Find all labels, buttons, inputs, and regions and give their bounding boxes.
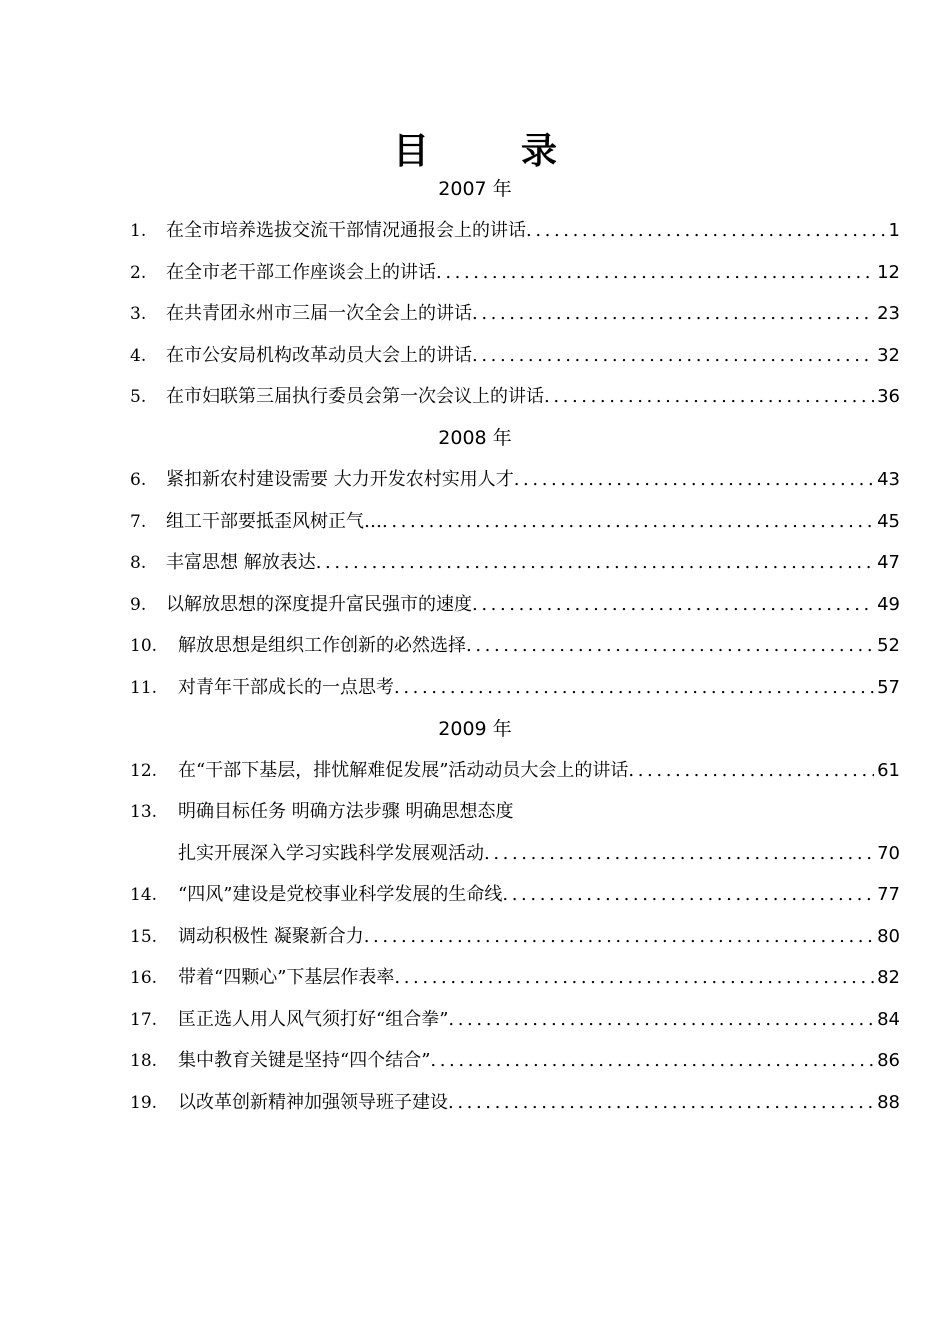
entry-number: 11. [130, 678, 158, 698]
entry-page-number: 36 [877, 386, 900, 407]
toc-entry[interactable] [130, 673, 900, 703]
toc-entry[interactable] [130, 507, 900, 537]
dot-leader [472, 590, 874, 620]
dot-leader [544, 382, 874, 412]
entry-number: 6. [130, 470, 147, 490]
entry-title: 在市妇联第三届执行委员会第一次会议上的讲话 [166, 386, 544, 407]
toc-entry[interactable] [130, 1046, 900, 1076]
entry-page-number: 47 [877, 552, 900, 573]
entry-number: 2. [130, 263, 147, 283]
entry-title: 调动积极性 凝聚新合力 [178, 926, 364, 947]
dot-leader [466, 631, 874, 661]
toc-entry[interactable] [130, 1088, 900, 1118]
toc-entry[interactable] [130, 258, 900, 288]
section-heading-2009: 2009 年 [438, 718, 512, 740]
entry-page-number: 80 [877, 926, 900, 947]
entry-title: 对青年干部成长的一点思考 [178, 677, 394, 698]
dot-leader [502, 880, 874, 910]
dot-leader [316, 548, 874, 578]
toc-entry-first-line[interactable] [130, 797, 900, 827]
toc-entry[interactable] [130, 880, 900, 910]
dot-leader [448, 1088, 874, 1118]
entry-number: 4. [130, 346, 147, 366]
entry-page-number: 52 [877, 635, 900, 656]
dot-leader [526, 216, 886, 246]
entry-title: 以解放思想的深度提升富民强市的速度 [166, 594, 472, 615]
entry-page-number: 32 [877, 345, 900, 366]
entry-page-number: 86 [877, 1050, 900, 1071]
entry-page-number: 82 [877, 967, 900, 988]
toc-entry-continuation[interactable] [178, 839, 900, 869]
dot-leader [448, 1005, 874, 1035]
section-heading-2007: 2007 年 [438, 178, 512, 200]
entry-title: 匡正选人用人风气须打好“组合拳” [178, 1009, 449, 1030]
dot-leader [514, 465, 874, 495]
toc-entry[interactable] [130, 922, 900, 952]
toc-entry[interactable] [130, 631, 900, 661]
entry-title: 丰富思想 解放表达 [166, 552, 316, 573]
entry-number: 14. [130, 885, 158, 905]
dot-leader [436, 258, 874, 288]
toc-entry[interactable] [130, 299, 900, 329]
entry-page-number: 88 [877, 1092, 900, 1113]
entry-page-number: 84 [877, 1009, 900, 1030]
entry-title: “四风”建设是党校事业科学发展的生命线 [178, 884, 503, 905]
entry-page-number: 43 [877, 469, 900, 490]
section-heading-2008: 2008 年 [438, 427, 512, 449]
entry-number: 1. [130, 221, 147, 241]
entry-title: 组工干部要抵歪风树正气… [166, 511, 382, 532]
entry-number: 16. [130, 968, 158, 988]
dot-leader [364, 922, 874, 952]
toc-entry[interactable] [130, 756, 900, 786]
entry-number: 8. [130, 553, 147, 573]
toc-entry[interactable] [130, 382, 900, 412]
entry-title: 解放思想是组织工作创新的必然选择 [178, 635, 466, 656]
entry-page-number: 1 [888, 220, 900, 241]
toc-entry[interactable] [130, 341, 900, 371]
dot-leader [472, 341, 874, 371]
entry-number: 18. [130, 1051, 158, 1071]
entry-number: 13. [130, 802, 158, 822]
dot-leader [394, 673, 874, 703]
entry-title: 在“干部下基层，排忧解难促发展”活动动员大会上的讲话 [178, 760, 629, 781]
entry-title: 在市公安局机构改革动员大会上的讲话 [166, 345, 472, 366]
entry-number: 3. [130, 304, 147, 324]
dot-leader [484, 839, 874, 869]
dot-leader [472, 299, 874, 329]
entry-number: 5. [130, 387, 147, 407]
entry-page-number: 49 [877, 594, 900, 615]
entry-number: 9. [130, 595, 147, 615]
entry-title: 以改革创新精神加强领导班子建设 [178, 1092, 448, 1113]
entry-page-number: 57 [877, 677, 900, 698]
entry-title-continuation: 扎实开展深入学习实践科学发展观活动 [178, 843, 484, 864]
entry-title: 紧扣新农村建设需要 大力开发农村实用人才 [166, 469, 514, 490]
entry-page-number: 77 [877, 884, 900, 905]
dot-leader [394, 963, 874, 993]
entry-number: 12. [130, 761, 158, 781]
entry-title: 带着“四颗心”下基层作表率 [178, 967, 395, 988]
entry-number: 10. [130, 636, 158, 656]
entry-title: 集中教育关键是坚持“四个结合” [178, 1050, 431, 1071]
entry-page-number: 61 [877, 760, 900, 781]
toc-entry[interactable] [130, 590, 900, 620]
toc-entry[interactable] [130, 465, 900, 495]
entry-title: 在共青团永州市三届一次全会上的讲话 [166, 303, 472, 324]
dot-leader [430, 1046, 874, 1076]
page-title: 目 录 [392, 130, 585, 172]
entry-number: 7. [130, 512, 147, 532]
dot-leader [628, 756, 874, 786]
dot-leader [382, 507, 874, 537]
entry-page-number: 12 [877, 262, 900, 283]
toc-entry[interactable] [130, 1005, 900, 1035]
entry-number: 15. [130, 927, 158, 947]
entry-title: 明确目标任务 明确方法步骤 明确思想态度 [178, 801, 514, 822]
entry-number: 19. [130, 1093, 158, 1113]
toc-entry[interactable] [130, 216, 900, 246]
entry-title: 在全市培养选拔交流干部情况通报会上的讲话 [166, 220, 526, 241]
entry-number: 17. [130, 1010, 158, 1030]
entry-page-number: 23 [877, 303, 900, 324]
entry-title: 在全市老干部工作座谈会上的讲话 [166, 262, 436, 283]
toc-entry[interactable] [130, 548, 900, 578]
toc-entry[interactable] [130, 963, 900, 993]
entry-page-number: 45 [877, 511, 900, 532]
entry-page-number: 70 [877, 843, 900, 864]
